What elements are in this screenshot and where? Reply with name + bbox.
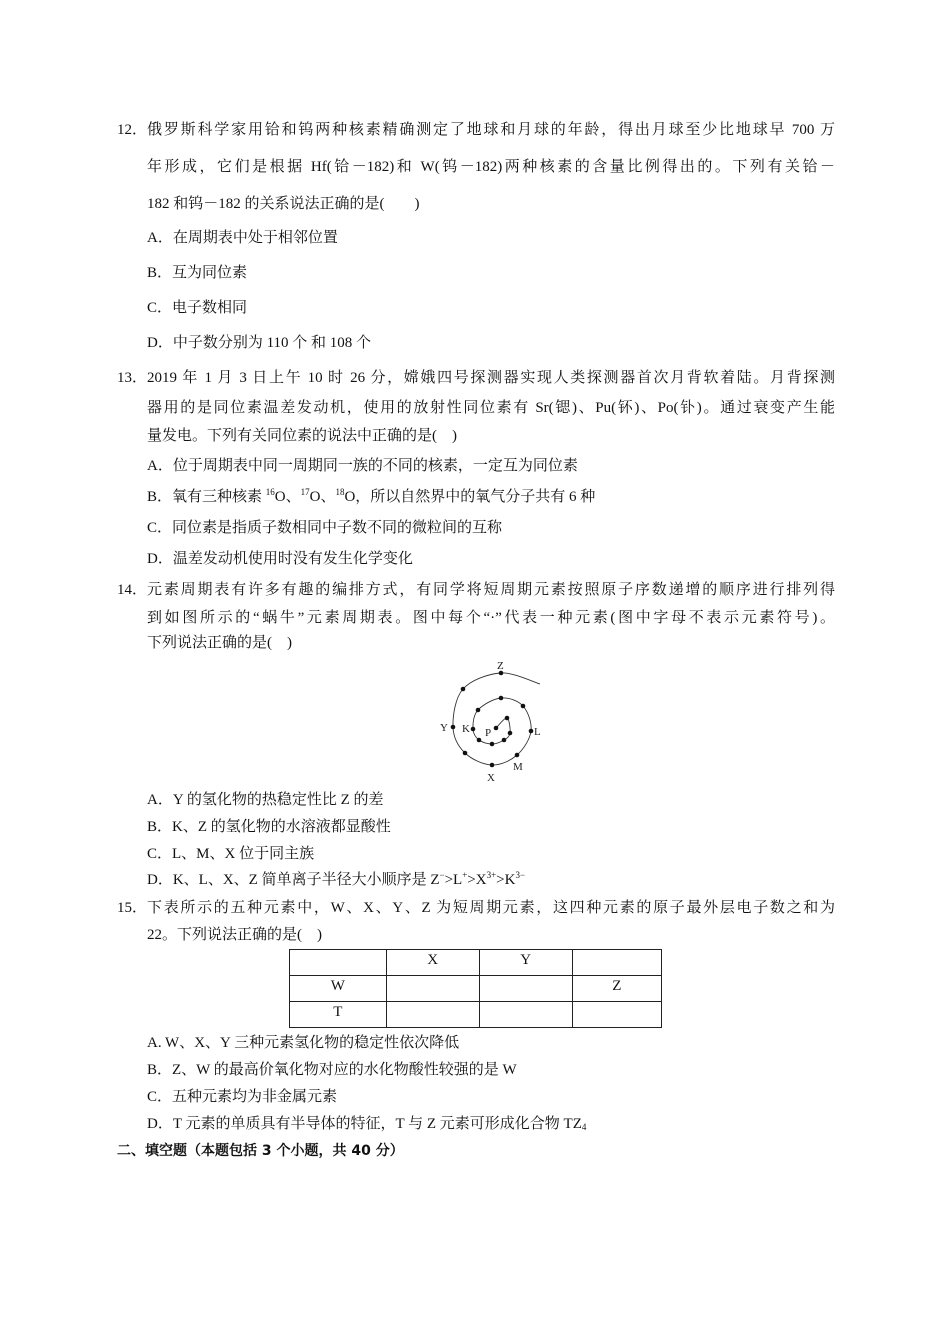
table-cell: X <box>386 950 479 976</box>
table-cell <box>290 950 387 976</box>
element-dot <box>471 727 476 732</box>
q12-stem-line: 俄罗斯科学家用铪和钨两种核素精确测定了地球和月球的年龄，得出月球至少比地球早 700 万 <box>147 122 835 138</box>
table-cell <box>386 976 479 1002</box>
charge: + <box>462 870 468 880</box>
table-cell: Z <box>572 976 661 1002</box>
section-heading: 二、填空题（本题包括 3 个小题，共 40 分） <box>117 1143 404 1159</box>
element-dot <box>505 716 510 721</box>
q15-option-c: C．五种元素均为非金属元素 <box>147 1089 338 1105</box>
q13-option-a: A．位于周期表中同一周期同一族的不同的核素，一定互为同位素 <box>147 458 578 474</box>
table-cell: W <box>290 976 387 1002</box>
label-m: M <box>513 761 523 773</box>
q13-option-c: C．同位素是指质子数相同中子数不同的微粒间的互称 <box>147 520 503 536</box>
q13-stem-line: 量发电。下列有关同位素的说法中正确的是( ) <box>147 428 457 444</box>
text: >X <box>467 872 487 888</box>
text: O、 <box>274 489 301 505</box>
q15-option-a: A. W、X、Y 三种元素氢化物的稳定性依次降低 <box>147 1035 460 1051</box>
q14-number: 14． <box>117 582 148 598</box>
q15-option-d <box>147 1114 586 1134</box>
q12-option-b: B．互为同位素 <box>147 265 248 281</box>
charge: 3− <box>515 870 526 880</box>
table-row <box>290 950 662 976</box>
q14-option-d <box>147 870 525 890</box>
q14-stem-line: 元素周期表有许多有趣的编排方式，有同学将短周期元素按照原子序数递增的顺序进行排列得 <box>147 582 835 598</box>
q15-stem-line: 下表所示的五种元素中，W、X、Y、Z 为短周期元素，这四种元素的原子最外层电子数之和为 <box>147 900 835 916</box>
element-dot <box>463 751 468 756</box>
q14-stem-line: 到如图所示的“蜗牛”元素周期表。图中每个“·”代表一种元素(图中字母不表示元素符号)。 <box>147 610 835 626</box>
element-dot <box>502 738 507 743</box>
text: O、 <box>309 489 336 505</box>
element-dot <box>451 725 456 730</box>
table-cell: Y <box>479 950 572 976</box>
charge: − <box>439 870 445 880</box>
table-cell: T <box>290 1002 387 1028</box>
text: B．氧有三种核素 <box>147 489 266 505</box>
text: >L <box>444 872 463 888</box>
q12-option-c: C．电子数相同 <box>147 300 248 316</box>
label-p: P <box>485 727 492 739</box>
q13-stem-line: 2019 年 1 月 3 日上午 10 时 26 分，嫦娥四号探测器实现人类探测器首次月背软着陆。月背探测 <box>147 370 835 386</box>
table-cell <box>572 950 661 976</box>
mass-number: 16 <box>265 487 275 497</box>
q12-option-a: A．在周期表中处于相邻位置 <box>147 230 338 246</box>
table-row <box>290 976 662 1002</box>
table-cell <box>572 1002 661 1028</box>
element-position-table <box>289 949 662 1028</box>
q12-stem-line: 年形成，它们是根据 Hf(铪－182)和 W(钨－182)两种核素的含量比例得出的。下列有关铪－ <box>147 159 835 175</box>
table-row <box>290 1002 662 1028</box>
charge: 3+ <box>486 870 497 880</box>
q12-option-d: D．中子数分别为 110 个 和 108 个 <box>147 335 372 351</box>
q13-option-d: D．温差发动机使用时没有发生化学变化 <box>147 551 413 567</box>
q14-option-b: B．K、Z 的氢化物的水溶液都显酸性 <box>147 819 391 835</box>
element-dot <box>461 687 466 692</box>
label-z: Z <box>497 660 504 672</box>
label-x: X <box>487 772 495 784</box>
label-y: Y <box>440 722 448 734</box>
q12-number: 12． <box>117 122 148 138</box>
q15-option-b: B．Z、W 的最高价氧化物对应的水化物酸性较强的是 W <box>147 1062 517 1078</box>
element-dot <box>508 731 513 736</box>
q13-stem-line: 器用的是同位素温差发动机，使用的放射性同位素有 Sr(锶)、Pu(钚)、Po(钋)。通过衰变产生能 <box>147 400 835 416</box>
text: >K <box>496 872 516 888</box>
label-k: K <box>462 723 470 735</box>
snail-periodic-table-diagram <box>430 650 560 790</box>
element-dot <box>499 696 504 701</box>
element-dot <box>476 708 481 713</box>
table-cell <box>386 1002 479 1028</box>
q14-option-a: A．Y 的氢化物的热稳定性比 Z 的差 <box>147 792 384 808</box>
subscript: 4 <box>581 1122 587 1132</box>
table-cell <box>479 976 572 1002</box>
text: D．K、L、X、Z 简单离子半径大小顺序是 Z <box>147 872 440 888</box>
q14-stem-line: 下列说法正确的是( ) <box>147 635 292 651</box>
element-dot <box>529 729 534 734</box>
element-dot <box>477 738 482 743</box>
text: O，所以自然界中的氧气分子共有 6 种 <box>344 489 596 505</box>
element-dot <box>515 753 520 758</box>
q13-number: 13． <box>117 370 148 386</box>
element-dot <box>490 763 495 768</box>
element-dot <box>490 742 495 747</box>
element-dot <box>521 704 526 709</box>
q14-option-c: C．L、M、X 位于同主族 <box>147 846 315 862</box>
q15-number: 15． <box>117 900 148 916</box>
q15-stem-line: 22。下列说法正确的是( ) <box>147 927 322 943</box>
mass-number: 17 <box>300 487 310 497</box>
q13-option-b <box>147 487 595 507</box>
label-l: L <box>534 726 541 738</box>
text: D．T 元素的单质具有半导体的特征，T 与 Z 元素可形成化合物 TZ <box>147 1116 582 1132</box>
q12-stem-line: 182 和钨－182 的关系说法正确的是( ) <box>147 196 420 212</box>
element-dot <box>494 726 499 731</box>
mass-number: 18 <box>335 487 345 497</box>
table-cell <box>479 1002 572 1028</box>
